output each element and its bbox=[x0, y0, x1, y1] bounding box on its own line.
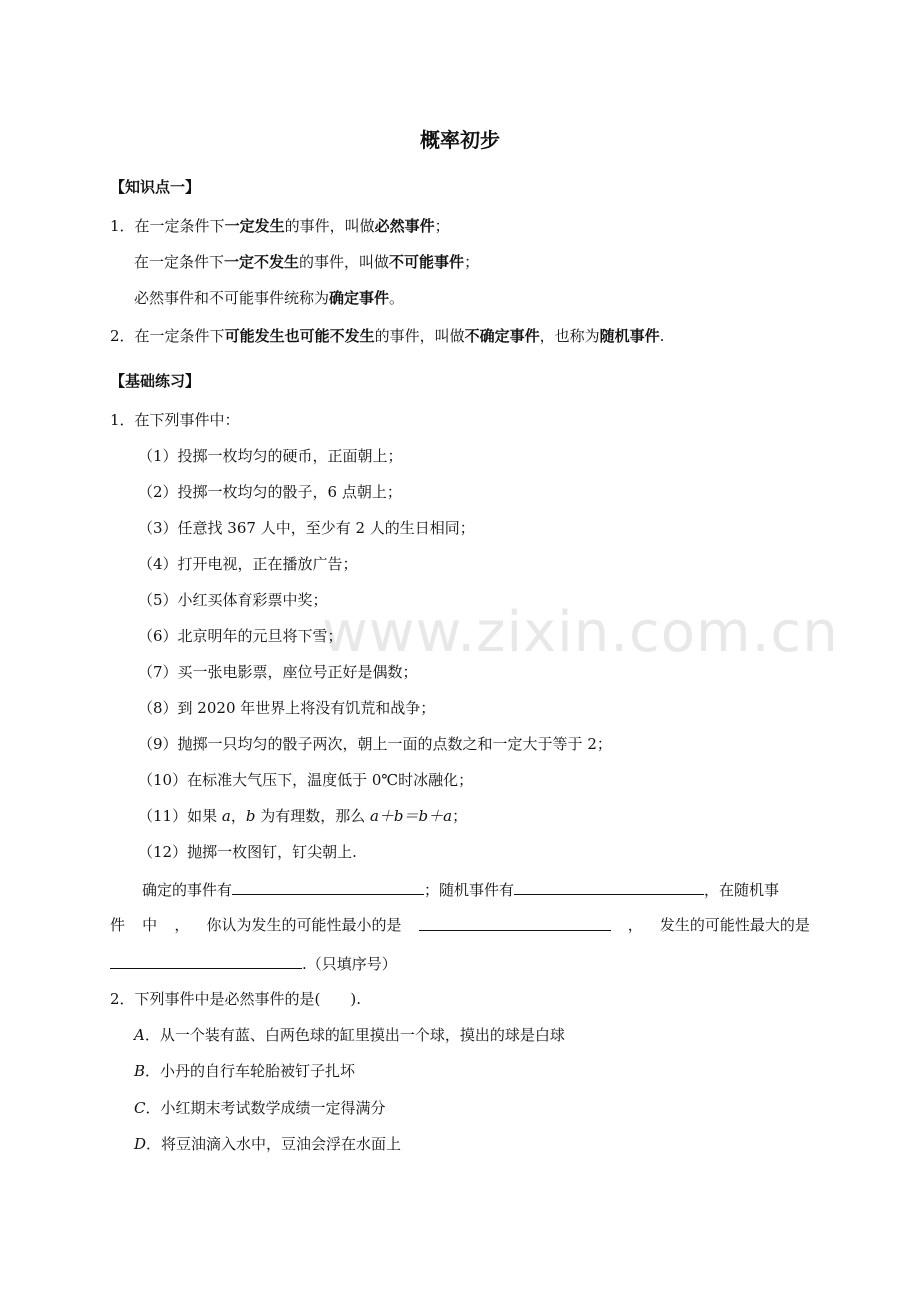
list-item: （8）到 2020 年世界上将没有饥荒和战争； bbox=[138, 699, 436, 717]
list-item: （9）抛掷一只均匀的骰子两次，朝上一面的点数之和一定大于等于 2； bbox=[138, 735, 612, 753]
knowledge-point-2: 2．在一定条件下可能发生也可能不发生的事件，叫做不确定事件，也称为随机事件. bbox=[110, 327, 665, 345]
list-item: （5）小红买体育彩票中奖； bbox=[138, 591, 328, 609]
answer-blank-most-likely[interactable] bbox=[110, 953, 302, 969]
watermark: www.zixin.com.cn bbox=[322, 600, 839, 665]
list-item: （12）抛掷一枚图钉，钉尖朝上. bbox=[138, 843, 357, 861]
list-item: （10）在标准大气压下，温度低于 0℃时冰融化； bbox=[138, 771, 474, 789]
answer-blank-random[interactable] bbox=[514, 879, 704, 895]
list-item: （7）买一张电影票，座位号正好是偶数； bbox=[138, 663, 418, 681]
answer-blank-least-likely[interactable] bbox=[419, 915, 611, 931]
option-a: A．从一个装有蓝、白两色球的缸里摸出一个球，摸出的球是白球 bbox=[134, 1026, 565, 1044]
question-1-stem: 1．在下列事件中： bbox=[110, 411, 240, 429]
list-item: （3）任意找 367 人中，至少有 2 人的生日相同； bbox=[138, 519, 475, 537]
list-item: （2）投掷一枚均匀的骰子，6 点朝上； bbox=[138, 483, 402, 501]
section-heading-practice: 【基础练习】 bbox=[110, 372, 201, 390]
list-item: （11）如果 a，b 为有理数，那么 a＋b＝b＋a； bbox=[138, 807, 468, 825]
question-2-stem: 2．下列事件中是必然事件的是( ). bbox=[110, 990, 362, 1008]
list-item: （1）投掷一枚均匀的硬币，正面朝上； bbox=[138, 447, 403, 465]
knowledge-point-1b: 在一定条件下一定不发生的事件，叫做不可能事件； bbox=[134, 253, 480, 271]
answer-line-3: .（只填序号） bbox=[110, 953, 397, 974]
section-heading-knowledge: 【知识点一】 bbox=[110, 178, 201, 196]
list-item: （4）打开电视，正在播放广告； bbox=[138, 555, 358, 573]
knowledge-point-1: 1．在一定条件下一定发生的事件，叫做必然事件； bbox=[110, 217, 450, 235]
option-c: C．小红期末考试数学成绩一定得满分 bbox=[134, 1099, 386, 1117]
answer-line-1: 确定的事件有 ；随机事件有 ，在随机事 bbox=[142, 881, 780, 899]
page-title: 概率初步 bbox=[420, 128, 500, 152]
list-item: （6）北京明年的元旦将下雪； bbox=[138, 627, 343, 645]
answer-blank-certain[interactable] bbox=[232, 879, 424, 895]
option-d: D．将豆油滴入水中，豆油会浮在水面上 bbox=[134, 1135, 402, 1153]
knowledge-point-1c: 必然事件和不可能事件统称为确定事件。 bbox=[134, 289, 405, 307]
option-b: B．小丹的自行车轮胎被钉子扎坏 bbox=[134, 1062, 356, 1080]
answer-line-2: 件 中 ， 你认为发生的可能性最小的是 ， 发生的可能性最大的是 bbox=[110, 916, 810, 934]
